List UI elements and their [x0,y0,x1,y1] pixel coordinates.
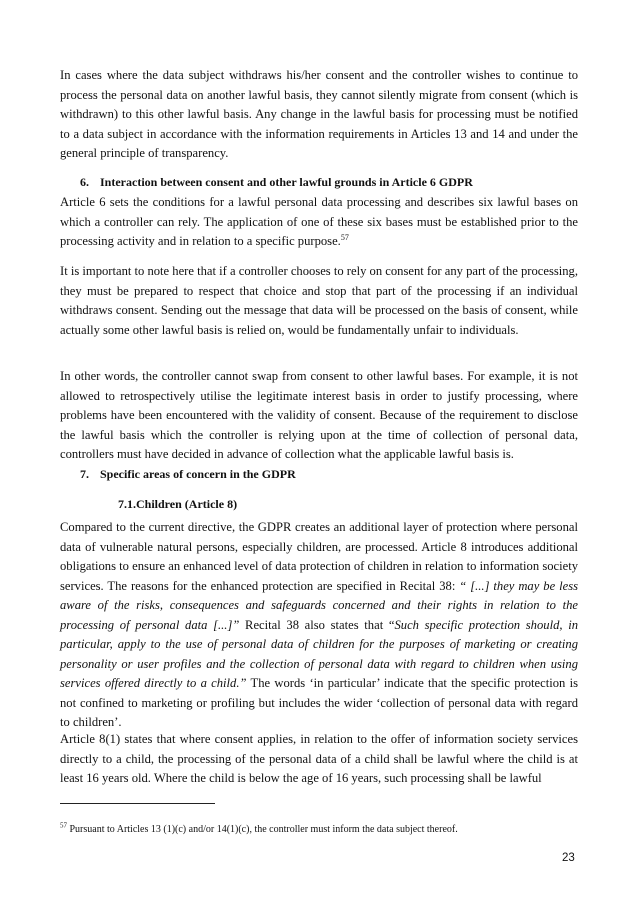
recital-38-quote: “ [...] they may be less aware of the risks, consequences and safeguards concerned and their rights in relation to the processing of personal data [...]” [60,578,578,632]
paragraph-children [60,518,578,733]
paragraph-text: Recital 38 also states that “ [239,617,395,632]
footnote-separator [60,803,215,804]
footnote-number: 57 [60,821,67,830]
paragraph-swap-bases: In other words, the controller cannot swap from consent to other lawful bases. For example, it is not allowed to retrospectively utilise the legitimate interest basis in order to justify processing, where problems have been encountered with the validity of consent. Because of the requirement to disclose the lawful basis which the controller is relying upon at the time of collection of personal data, controllers must have decided in advance of collection what the applicable lawful basis is. [60,369,578,461]
paragraph-consent-withdrawal: In cases where the data subject withdraws his/her consent and the controller wishes to continue to process the personal data on another lawful basis, they cannot silently migrate from consent (which is withdrawn) to this other lawful basis. Any change in the lawful basis for processing must be notified to a data subject in accordance with the information requirements in Articles 13 and 14 and under the general principle of transparency. [60,68,578,160]
subsection-number: 7.1. [118,497,136,511]
section-heading-7 [80,467,296,482]
subsection-title: Children (Article 8) [136,497,238,511]
paragraph-text: Compared to the current directive, the GDPR creates an additional layer of protection where personal data of vulnerable natural persons, especially children, are processed. Article 8 introduces additional obligations to ensure an enhanced level of data protection of children in relation to information society services. The reasons for the enhanced protection are specified in Recital 38: [60,520,578,593]
section-title: Interaction between consent and other lawful grounds in Article 6 GDPR [100,175,473,189]
paragraph-article-8-1: Article 8(1) states that where consent applies, in relation to the offer of information society services directly to a child, the processing of the personal data of a child shall be lawful where the child is at least 16 years old. Where the child is below the age of 16 years, such processing shall be lawful [60,732,578,785]
section-number: 6. [80,175,89,189]
footnote [60,823,578,836]
section-number: 7. [80,467,89,481]
paragraph-article-6 [60,193,578,252]
section-title: Specific areas of concern in the GDPR [100,467,296,481]
recital-38-quote: Such specific protection should, in particular, apply to the use of personal data of children for the purposes of marketing or creating personality or user profiles and the collection of personal data with regard to children when using services offered directly to a child.” [60,617,578,690]
paragraph-text: Article 6 sets the conditions for a lawful personal data processing and describes six lawful bases on which a controller can rely. The application of one of these six bases must be established prior to the processing activity and in relation to a specific purpose. [60,195,578,248]
subsection-heading-7-1 [118,497,237,512]
page-number: 23 [562,852,575,864]
section-heading-6 [80,175,473,190]
paragraph-text: The words ‘in particular’ indicate that the specific protection is not confined to marketing or profiling but includes the wider ‘collection of personal data with regard to children’. [60,676,578,729]
footnote-reference[interactable]: 57 [340,232,349,242]
footnote-text: Pursuant to Articles 13 (1)(c) and/or 14(1)(c), the controller must inform the data subject thereof. [67,824,458,835]
paragraph-rely-on-consent: It is important to note here that if a controller chooses to rely on consent for any part of the processing, they must be prepared to respect that choice and stop that part of the processing if an individual withdraws consent. Sending out the message that data will be processed on the basis of consent, while actually some other lawful basis is relied on, would be fundamentally unfair to individuals. [60,264,578,337]
